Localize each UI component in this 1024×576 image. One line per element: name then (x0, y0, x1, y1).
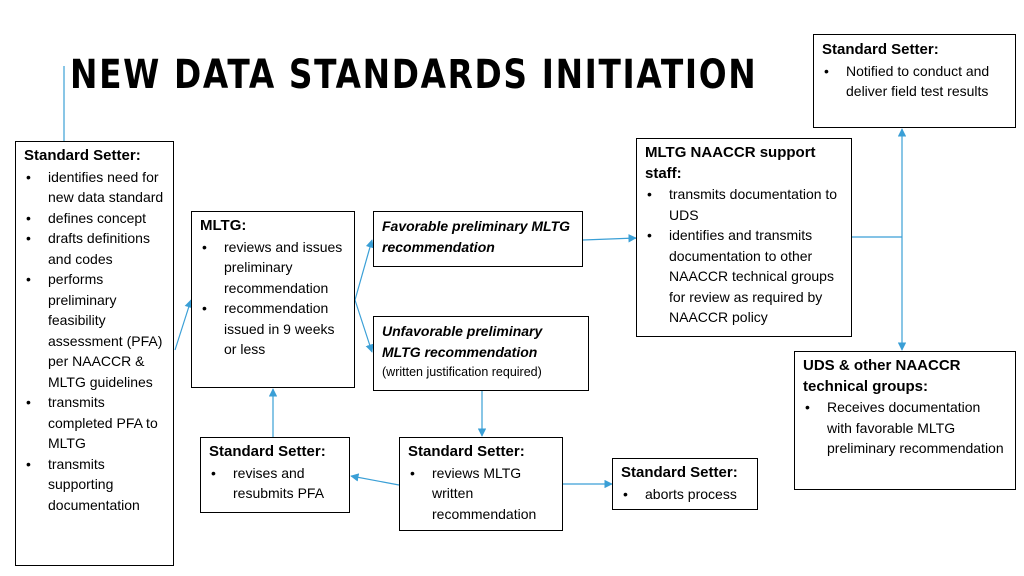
page-title: NEW DATA STANDARDS INITIATION (70, 52, 758, 98)
mltg-box (191, 211, 355, 388)
mltg-item: • recommendation issued in 9 weeks or less (200, 298, 346, 360)
support-staff-heading: MLTG NAACCR support staff: (645, 144, 816, 182)
review-heading: Standard Setter: (408, 443, 525, 460)
uds-heading: UDS & other NAACCR technical groups: (803, 357, 961, 395)
review-item: • reviews MLTG written recommendation (408, 463, 554, 525)
setter-left-item: • performs preliminary feasibility assessment (PFA) per NAACCR & MLTG guidelines (24, 269, 165, 392)
mltg-item: • reviews and issues preliminary recommendation (200, 237, 346, 299)
favorable-text: Favorable preliminary MLTG recommendation (382, 218, 571, 255)
setter-left-item: • transmits completed PFA to MLTG (24, 392, 165, 454)
arrow-review-to-revise (351, 476, 399, 485)
setter-left-item: • defines concept (24, 208, 165, 229)
unfavorable-text: Unfavorable preliminary MLTG recommendation (382, 323, 543, 360)
setter-left-item: • transmits supporting documentation (24, 454, 165, 516)
favorable-box (373, 211, 583, 267)
unfavorable-box (373, 316, 589, 391)
support-staff-item: • identifies and transmits documentation to other NAACCR technical groups for review as required by NAACCR policy (645, 225, 843, 328)
review-box (399, 437, 563, 531)
setter-left-box (15, 141, 174, 566)
revise-item: • revises and resubmits PFA (209, 463, 341, 504)
revise-heading: Standard Setter: (209, 443, 326, 460)
uds-item: • Receives documentation with favorable MLTG preliminary recommendation (803, 397, 1007, 459)
abort-item: • aborts process (621, 484, 749, 505)
setter-left-item: • identifies need for new data standard (24, 167, 165, 208)
setter-top-heading: Standard Setter: (822, 41, 939, 58)
setter-top-box (813, 34, 1016, 128)
mltg-heading: MLTG: (200, 217, 247, 234)
setter-left-item: • drafts definitions and codes (24, 228, 165, 269)
unfavorable-note: (written justification required) (382, 365, 542, 379)
revise-box (200, 437, 350, 513)
arrow-setter-to-mltg (175, 300, 191, 350)
abort-heading: Standard Setter: (621, 464, 738, 481)
uds-box (794, 351, 1016, 490)
support-staff-box (636, 138, 852, 337)
setter-top-item: • Notified to conduct and deliver field test results (822, 61, 1007, 102)
arrow-favorable-to-staff (583, 238, 636, 240)
setter-left-heading: Standard Setter: (24, 147, 141, 164)
arrow-mltg-to-unfavorable (355, 300, 372, 352)
support-staff-item: • transmits documentation to UDS (645, 184, 843, 225)
arrow-mltg-to-favorable (355, 240, 372, 300)
abort-box (612, 458, 758, 510)
